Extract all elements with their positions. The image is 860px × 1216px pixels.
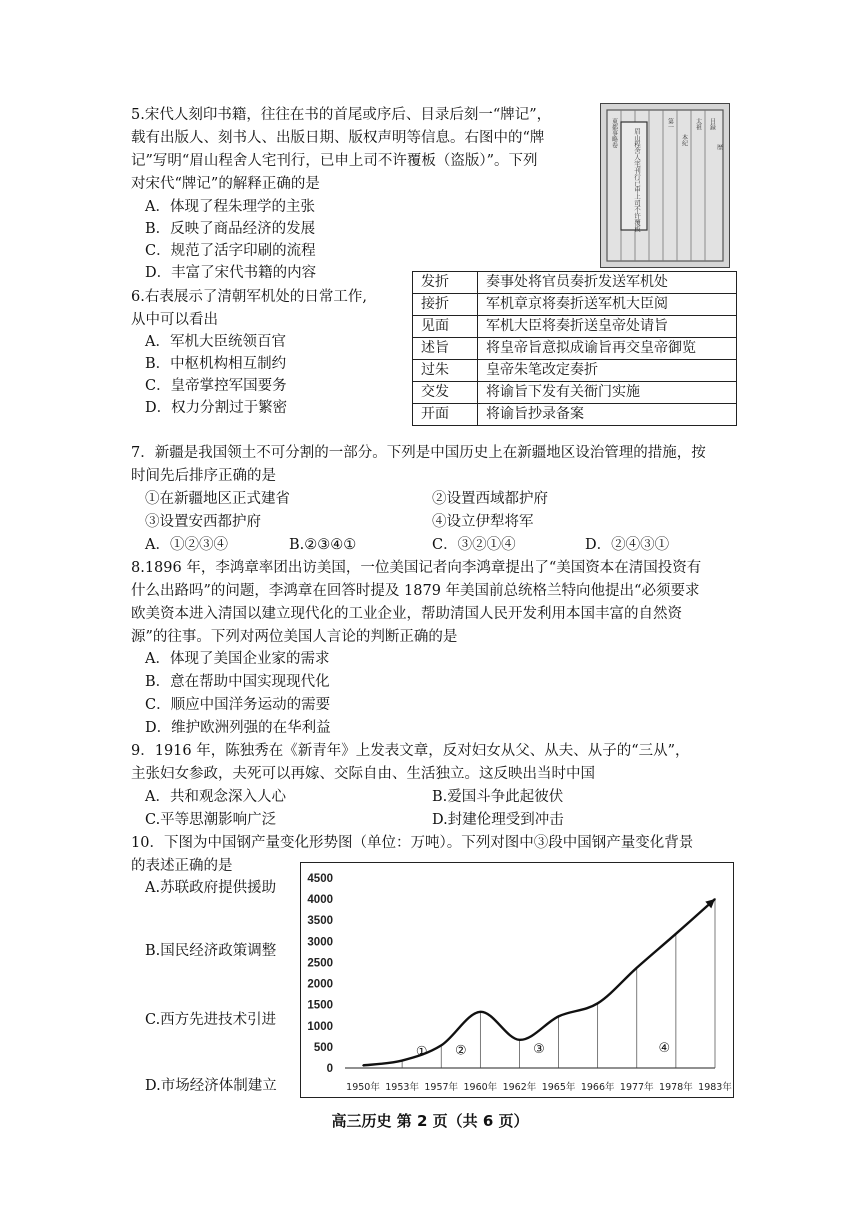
q10-option-b: B.国民经济政策调整 <box>145 943 277 959</box>
y-tick-label: 1000 <box>307 1020 333 1033</box>
q8-option-a: A．体现了美国企业家的需求 <box>145 651 330 667</box>
q5-stem-line-1: 5.宋代人刻印书籍，往往在书的首尾或序后、目录后刻一“牌记”， <box>131 107 552 123</box>
q6-stem-line-2: 从中可以看出 <box>131 312 218 328</box>
song-book-pai-ji-image <box>600 103 730 268</box>
book-page-drawing <box>601 104 729 267</box>
q5-stem-line-4: 对宋代“牌记”的解释正确的是 <box>131 176 320 192</box>
book-column-text-6: 歴 <box>715 144 723 150</box>
x-tick-label: 1978年 <box>659 1082 693 1093</box>
q7-option-b: B.②③④① <box>289 537 357 553</box>
q8-option-c: C．顺应中国洋务运动的需要 <box>145 697 331 713</box>
q5-option-b: B．反映了商品经济的发展 <box>145 221 316 237</box>
data-point <box>597 1003 599 1005</box>
q7-item-2: ②设置西域都护府 <box>432 491 548 507</box>
steel-output-chart <box>300 862 734 1098</box>
segment-label: ② <box>454 1043 467 1059</box>
q9-option-a: A．共和观念深入人心 <box>145 789 286 805</box>
segment-label: ① <box>415 1044 428 1060</box>
table-cell-desc: 军机大臣将奏折送皇帝处请旨 <box>478 316 737 338</box>
x-tick-label: 1983年 <box>698 1082 732 1093</box>
y-tick-label: 2000 <box>307 978 333 991</box>
book-column-text-2: 第一 <box>666 118 674 130</box>
x-tick-label: 1962年 <box>502 1082 537 1093</box>
y-tick-label: 3000 <box>307 936 333 949</box>
q5-stem-line-2: 载有出版人、刻书人、出版日期、版权声明等信息。右图中的“牌 <box>131 130 545 146</box>
x-tick-label: 1953年 <box>385 1082 419 1093</box>
table-cell-desc: 皇帝朱笔改定奏折 <box>478 360 737 382</box>
table-cell-term: 接折 <box>413 294 478 316</box>
q5-option-c: C．规范了活字印刷的流程 <box>145 243 316 259</box>
q10-option-a: A.苏联政府提供援助 <box>145 880 277 896</box>
data-point <box>636 967 638 969</box>
x-tick-label: 1957年 <box>424 1082 459 1093</box>
data-point <box>480 1011 482 1013</box>
data-point <box>675 933 677 935</box>
table-row <box>413 316 737 338</box>
book-column-text-4: 太祖 <box>694 118 702 130</box>
table-cell-term: 过朱 <box>413 360 478 382</box>
y-tick-label: 1500 <box>307 999 333 1012</box>
data-point <box>401 1060 403 1062</box>
table-row <box>413 404 737 426</box>
q8-stem-line-4: 源”的往事。下列对两位美国人言论的判断正确的是 <box>131 629 458 645</box>
page-footer: 高三历史 第 2 页（共 6 页） <box>331 1112 529 1130</box>
q10-option-d: D.市场经济体制建立 <box>145 1078 277 1094</box>
q8-option-b: B．意在帮助中国实现现代化 <box>145 674 330 690</box>
q7-item-4: ④设立伊犁将军 <box>432 514 534 530</box>
pai-ji-text-right: 眉山程舍人宅刊行已申上司不许覆板 <box>633 128 641 232</box>
data-point <box>362 1065 364 1067</box>
y-tick-label: 0 <box>326 1063 333 1075</box>
q10-stem-line-2: 的表述正确的是 <box>131 858 233 874</box>
y-tick-label: 4500 <box>307 873 333 885</box>
q8-stem-line-1: 8.1896 年，李鸿章率团出访美国，一位美国记者向李鸿章提出了“美国资本在清国投资有 <box>131 560 702 576</box>
q8-stem-line-2: 什么出路吗”的问题，李鸿章在回答时提及 1879 年美国前总统格兰特向他提出“必须要求 <box>131 583 700 599</box>
segment-label: ④ <box>658 1040 671 1056</box>
q10-stem-line-1: 10．下图为中国钢产量变化形势图（单位：万吨）。下列对图中③段中国钢产量变化背景 <box>131 835 694 851</box>
q10-option-c: C.西方先进技术引进 <box>145 1012 277 1028</box>
q8-option-d: D．维护欧洲列强的在华利益 <box>145 720 331 736</box>
q6-option-a: A．军机大臣统领百官 <box>145 334 286 350</box>
book-column-text-3: 本紀 <box>680 134 688 146</box>
x-tick-label: 1965年 <box>541 1082 576 1093</box>
table-row <box>413 360 737 382</box>
q6-option-c: C．皇帝掌控军国要务 <box>145 378 287 394</box>
y-tick-label: 4000 <box>307 894 333 907</box>
y-tick-label: 2500 <box>307 957 333 970</box>
q6-option-d: D．权力分割过于繁密 <box>145 400 288 416</box>
q9-option-d: D.封建伦理受到冲击 <box>432 812 564 828</box>
table-cell-term: 交发 <box>413 382 478 404</box>
q9-stem-line-1: 9．1916 年，陈独秀在《新青年》上发表文章，反对妇女从父、从夫、从子的“三从”， <box>131 743 690 759</box>
q6-stem-line-1: 6.右表展示了清朝军机处的日常工作, <box>131 289 367 305</box>
x-tick-label: 1966年 <box>580 1082 615 1093</box>
table-row <box>413 294 737 316</box>
q7-item-3: ③设置安西都护府 <box>145 514 261 530</box>
q6-option-b: B．中枢机构相互制约 <box>145 356 287 372</box>
q5-option-d: D．丰富了宋代书籍的内容 <box>145 265 317 281</box>
x-tick-label: 1977年 <box>619 1082 654 1093</box>
table-cell-term: 见面 <box>413 316 478 338</box>
chart-frame <box>301 863 734 1098</box>
book-column-text-1: 東都事略卷 <box>610 118 618 148</box>
data-point <box>440 1045 442 1047</box>
data-point <box>714 898 716 900</box>
table-cell-desc: 军机章京将奏折送军机大臣阅 <box>478 294 737 316</box>
junjichu-duty-table <box>412 271 737 426</box>
x-tick-label: 1950年 <box>346 1082 380 1093</box>
table-cell-desc: 将谕旨抄录备案 <box>478 404 737 426</box>
x-tick-label: 1960年 <box>463 1082 498 1093</box>
table-row <box>413 338 737 360</box>
table-cell-desc: 奏事处将官员奏折发送军机处 <box>478 272 737 294</box>
table-cell-term: 述旨 <box>413 338 478 360</box>
table-cell-term: 开面 <box>413 404 478 426</box>
q7-item-1: ①在新疆地区正式建省 <box>145 491 290 507</box>
y-tick-label: 500 <box>313 1041 333 1054</box>
q5-option-a: A．体现了程朱理学的主张 <box>145 199 315 215</box>
table-cell-desc: 将谕旨下发有关衙门实施 <box>478 382 737 404</box>
y-tick-label: 3500 <box>307 915 333 928</box>
q7-option-c: C．③②①④ <box>432 537 516 553</box>
data-point <box>519 1039 521 1041</box>
segment-label: ③ <box>533 1041 545 1057</box>
q9-option-c: C.平等思潮影响广泛 <box>145 812 277 828</box>
data-point <box>558 1016 560 1018</box>
table-cell-term: 发折 <box>413 272 478 294</box>
q7-option-d: D．②④③① <box>585 537 670 553</box>
book-column-text-5: 目録 <box>708 118 716 130</box>
q9-stem-line-2: 主张妇女参政，夫死可以再嫁、交际自由、生活独立。这反映出当时中国 <box>131 766 595 782</box>
q7-stem-line-1: 7．新疆是我国领土不可分割的一部分。下列是中国历史上在新疆地区设治管理的措施，按 <box>131 445 706 461</box>
q7-stem-line-2: 时间先后排序正确的是 <box>131 468 276 484</box>
table-row <box>413 382 737 404</box>
q5-stem-line-3: 记”写明“眉山程舍人宅刊行，已申上司不许覆板（盗版）”。下列 <box>131 153 538 169</box>
q8-stem-line-3: 欧美资本进入清国以建立现代化的工业企业，帮助清国人民开发利用本国丰富的自然资 <box>131 606 682 622</box>
table-row <box>413 272 737 294</box>
q7-option-a: A．①②③④ <box>145 537 228 553</box>
table-cell-desc: 将皇帝旨意拟成谕旨再交皇帝御览 <box>478 338 737 360</box>
q9-option-b: B.爱国斗争此起彼伏 <box>432 789 564 805</box>
